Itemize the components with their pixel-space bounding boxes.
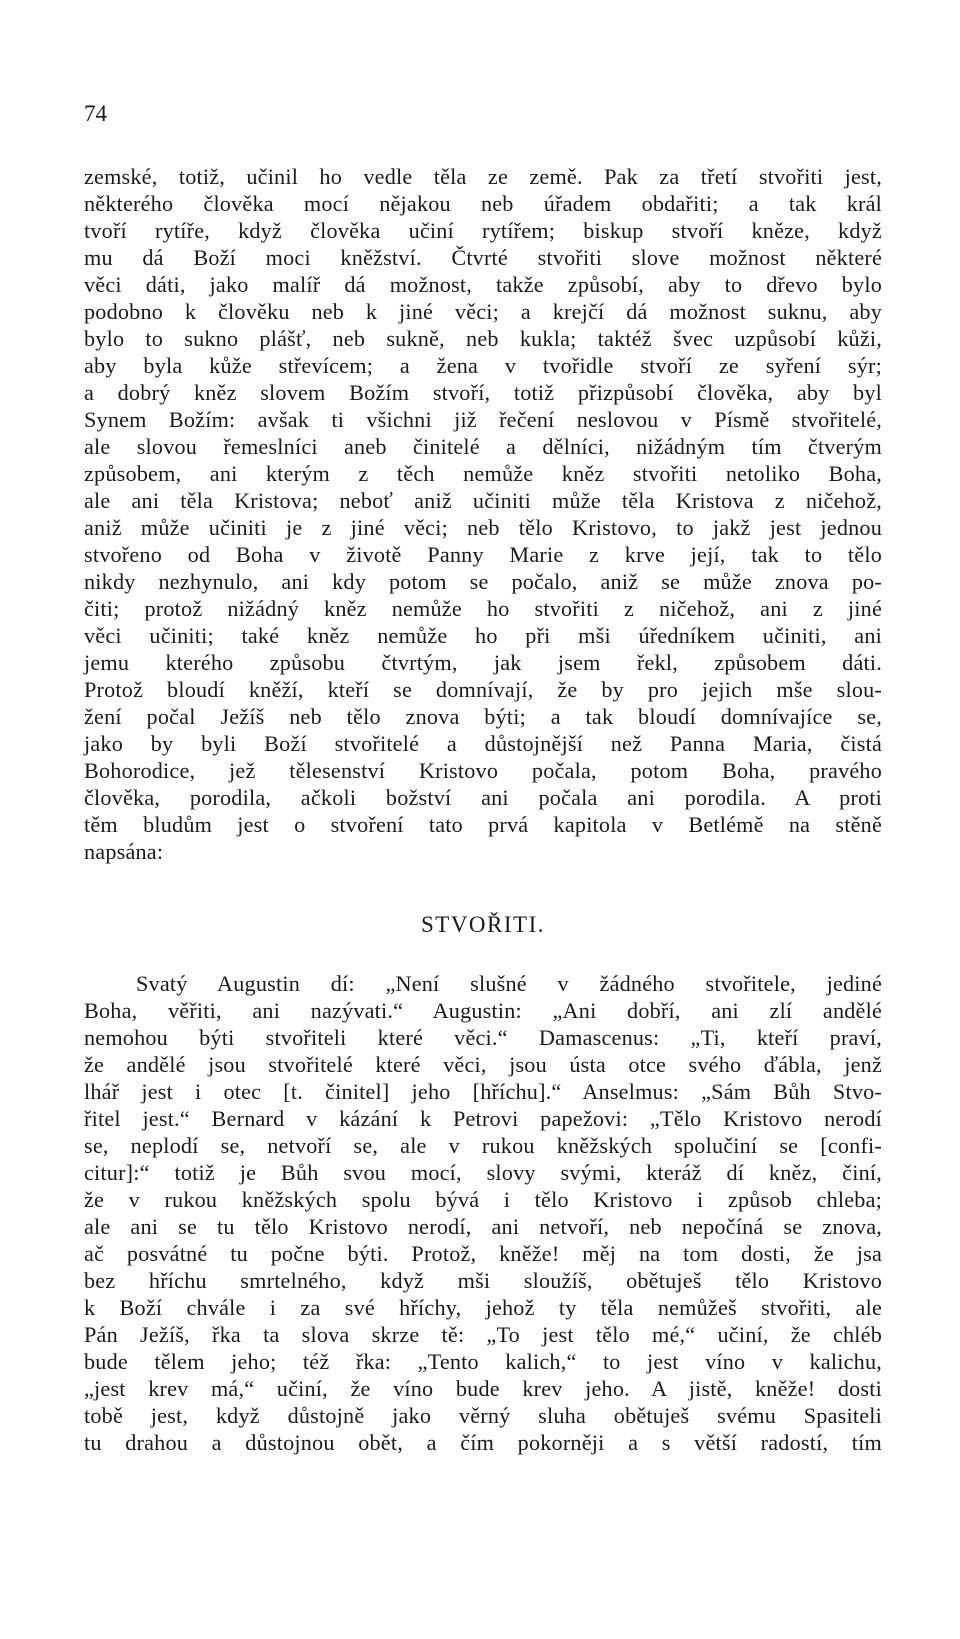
text-line: jako by byli Boží stvořitelé a důstojnější než Panna Maria, čistá: [84, 731, 882, 756]
text-line: citur]:“ totiž je Bůh svou mocí, slovy svými, kteráž dí kněz, činí,: [84, 1160, 882, 1185]
text-line: ale slovou řemeslníci aneb činitelé a dělníci, nižádným tím čtverým: [84, 434, 882, 459]
text-line: věci dáti, jako malíř dá možnost, takže způsobí, aby to dřevo bylo: [84, 272, 882, 297]
text-line: se, neplodí se, netvoří se, ale v rukou kněžských spolučiní se [confi-: [84, 1133, 882, 1158]
text-line: mu dá Boží moci kněžství. Čtvrté stvořiti slove možnost některé: [84, 245, 882, 270]
text-line: „jest krev má,“ učiní, že víno bude krev jeho. A jistě, kněže! dosti: [84, 1376, 882, 1401]
text-line: Bohorodice, jež tělesenství Kristovo počala, potom Boha, pravého: [84, 758, 882, 783]
text-line: člověka, porodila, ačkoli božství ani počala ani porodila. A proti: [84, 785, 882, 810]
text-line: Boha, věřiti, ani nazývati.“ Augustin: „Ani dobří, ani zlí andělé: [84, 998, 882, 1023]
text-line: bez hříchu smrtelného, když mši sloužíš, obětuješ tělo Kristovo: [84, 1268, 882, 1293]
text-line: ale ani těla Kristova; neboť aniž učiniti může těla Kristova z ničehož,: [84, 488, 882, 513]
text-line: jemu kterého způsobu čtvrtým, jak jsem řekl, způsobem dáti.: [84, 650, 882, 675]
text-line: tu drahou a důstojnou obět, a čím pokorněji a s větší radostí, tím: [84, 1430, 882, 1455]
text-line: věci učiniti; také kněz nemůže ho při mši úředníkem učiniti, ani: [84, 623, 882, 648]
text-line: zemské, totiž, učinil ho vedle těla ze země. Pak za třetí stvořiti jest,: [84, 164, 882, 189]
text-line: napsána:: [84, 839, 164, 864]
paragraph-1: [84, 163, 882, 865]
text-line: že andělé jsou stvořitelé které věci, jsou ústa otce svého ďábla, jenž: [84, 1052, 882, 1077]
paragraph-2: [84, 970, 882, 1456]
text-line: nikdy nezhynulo, ani kdy potom se počalo, aniž se může znova po-: [84, 569, 882, 594]
text-line: podobno k člověku neb k jiné věci; a krejčí dá možnost suknu, aby: [84, 299, 882, 324]
text-line: ač posvátné tu počne býti. Protož, kněže! měj na tom dosti, že jsa: [84, 1241, 882, 1266]
text-line: stvořeno od Boha v životě Panny Marie z krve její, tak to tělo: [84, 542, 882, 567]
text-line: k Boží chvále i za své hříchy, jehož ty těla nemůžeš stvořiti, ale: [84, 1295, 882, 1320]
text-line: žení počal Ježíš neb tělo znova býti; a tak bloudí domnívajíce se,: [84, 704, 882, 729]
text-line: že v rukou kněžských spolu bývá i tělo Kristovo i způsob chleba;: [84, 1187, 882, 1212]
text-line: aby byla kůže střevícem; a žena v tvořidle stvoří ze syření sýr;: [84, 353, 882, 378]
text-line: některého člověka mocí nějakou neb úřadem obdařiti; a tak král: [84, 191, 882, 216]
text-line: a dobrý kněz slovem Božím stvoří, totiž přizpůsobí člověka, aby byl: [84, 380, 882, 405]
text-line: bylo to sukno plášť, neb sukně, neb kukla; taktéž švec uzpůsobí kůži,: [84, 326, 882, 351]
text-line: tvoří rytíře, když člověka učiní rytířem; biskup stvoří kněze, když: [84, 218, 882, 243]
text-line: způsobem, ani kterým z těch nemůže kněz stvořiti netoliko Boha,: [84, 461, 882, 486]
text-line: Protož bloudí kněží, kteří se domnívají, že by pro jejich mše slou-: [84, 677, 882, 702]
text-line: ale ani se tu tělo Kristovo nerodí, ani netvoří, neb nepočíná se znova,: [84, 1214, 882, 1239]
text-line: čiti; protož nižádný kněz nemůže ho stvořiti z ničehož, ani z jiné: [84, 596, 882, 621]
text-line: Svatý Augustin dí: „Není slušné v žádného stvořitele, jediné: [136, 971, 882, 996]
text-line: nemohou býti stvořiteli které věci.“ Damascenus: „Ti, kteří praví,: [84, 1025, 882, 1050]
text-line: těm bludům jest o stvoření tato prvá kapitola v Betlémě na stěně: [84, 812, 882, 837]
text-line: Pán Ježíš, řka ta slova skrze tě: „To jest tělo mé,“ učiní, že chléb: [84, 1322, 882, 1347]
page-number: 74: [84, 101, 107, 126]
text-line: aniž může učiniti je z jiné věci; neb tělo Kristovo, to jakž jest jednou: [84, 515, 882, 540]
text-line: bude tělem jeho; též řka: „Tento kalich,“ to jest víno v kalichu,: [84, 1349, 882, 1374]
text-line: Synem Božím: avšak ti všichni již řečení neslovou v Písmě stvořitelé,: [84, 407, 882, 432]
text-line: lhář jest i otec [t. činitel] jeho [hříchu].“ Anselmus: „Sám Bůh Stvo-: [84, 1079, 882, 1104]
section-heading: STVOŘITI.: [420, 912, 546, 937]
text-line: tobě jest, když důstojně jako věrný sluha obětuješ svému Spasiteli: [84, 1403, 882, 1428]
text-line: řitel jest.“ Bernard v kázání k Petrovi papežovi: „Tělo Kristovo nerodí: [84, 1106, 882, 1131]
